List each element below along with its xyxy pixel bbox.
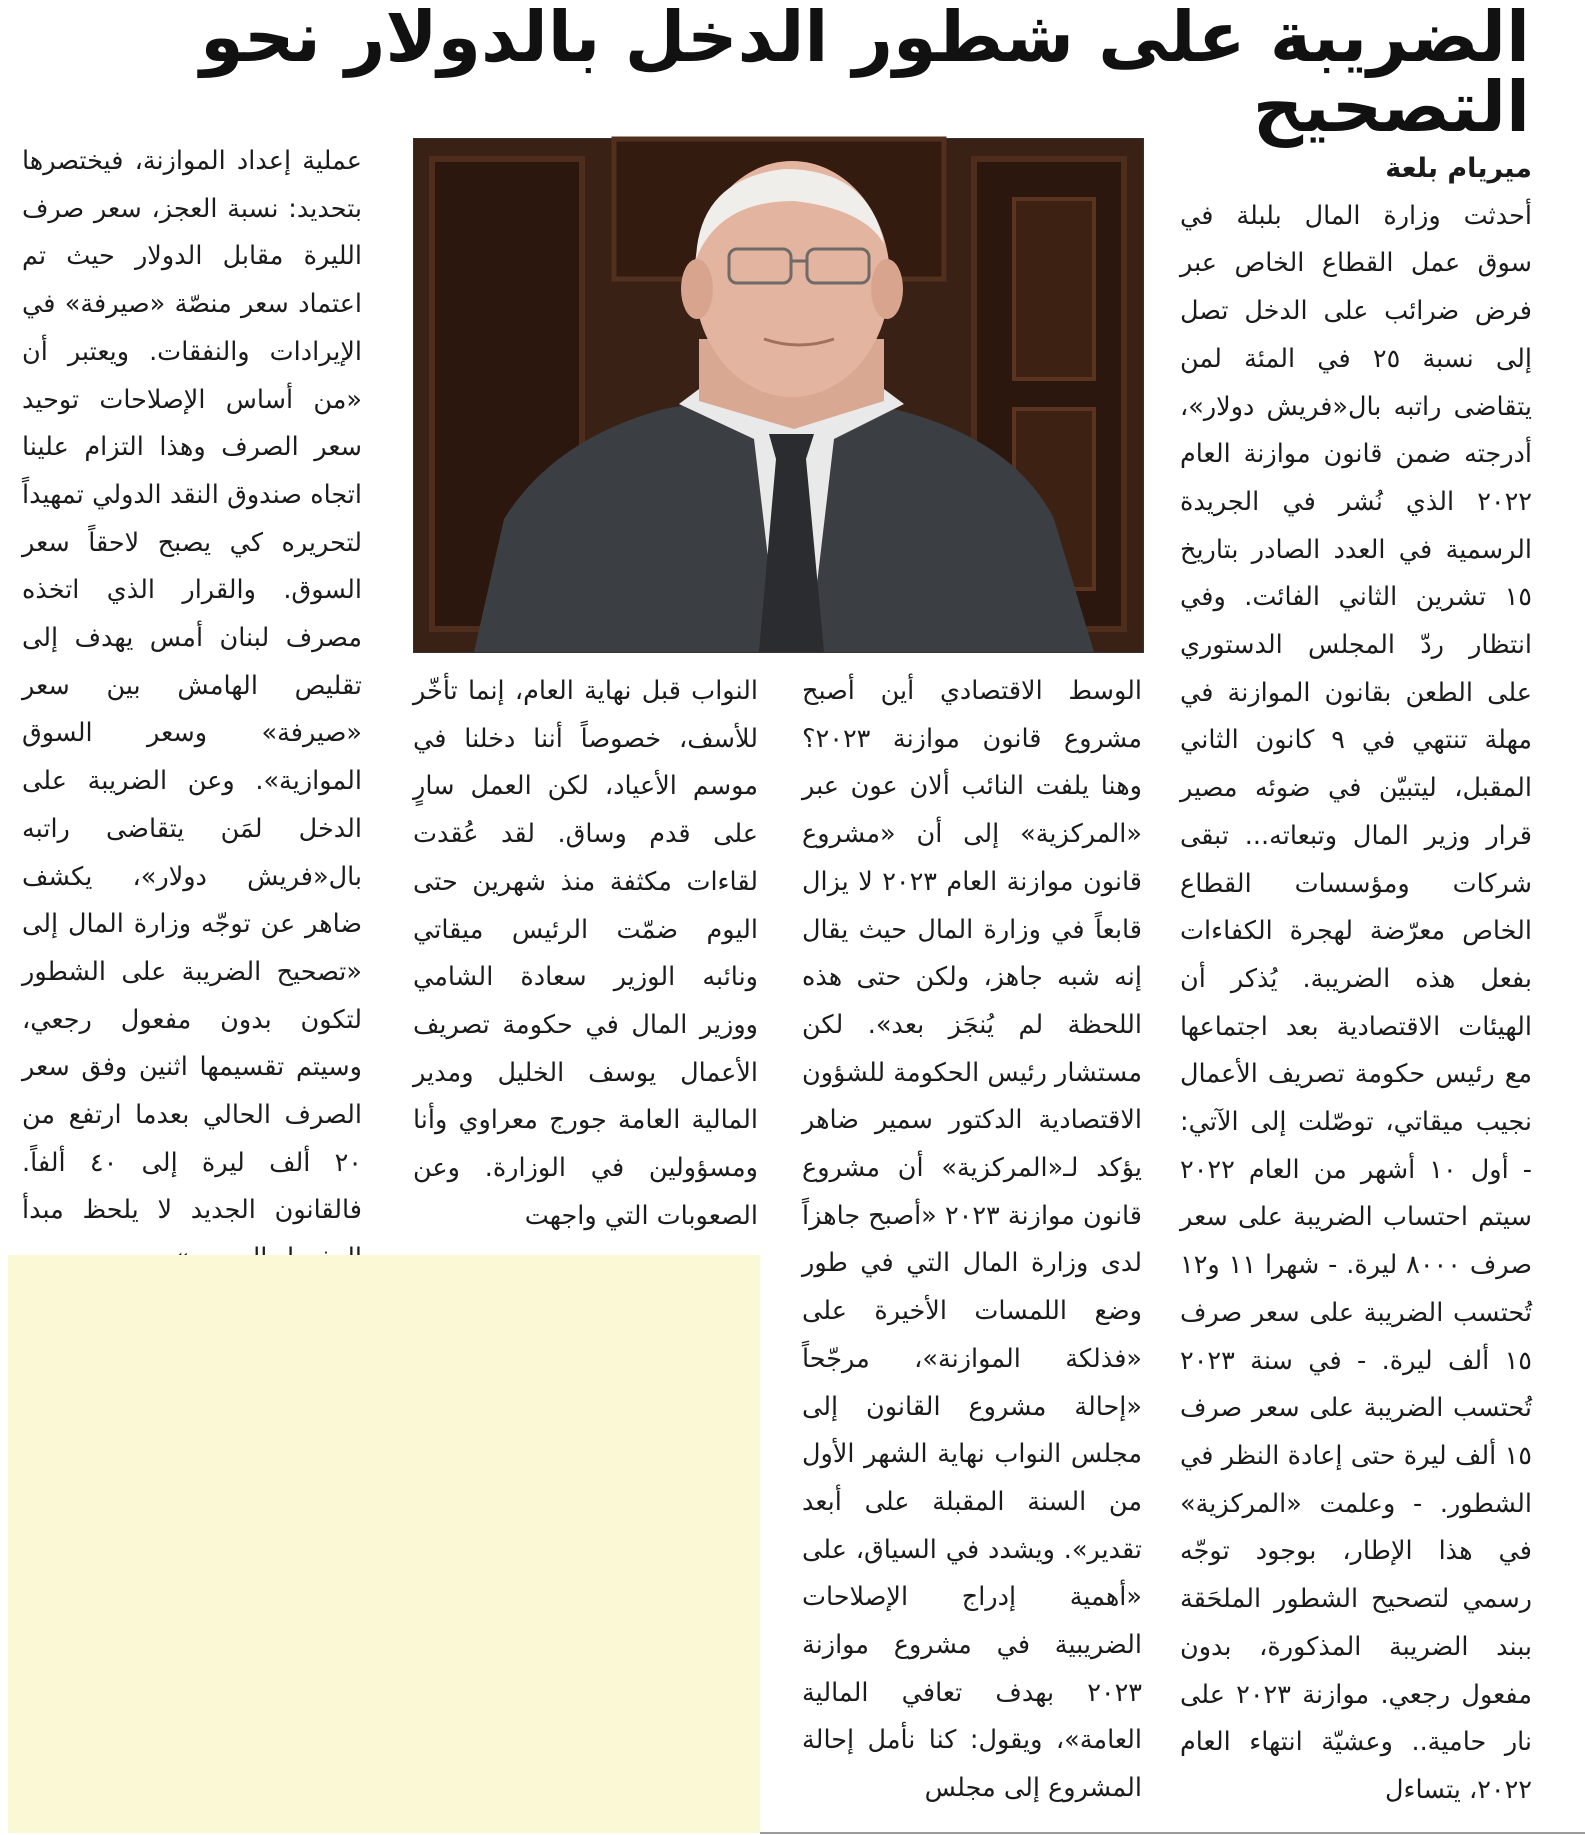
portrait-image	[414, 139, 1143, 652]
article-column-2	[802, 668, 1142, 1828]
article-headline: الضريبة على شطور الدخل بالدولار نحو التصحيح	[200, 0, 1530, 148]
article-column-4-text: عملية إعداد الموازنة، فيختصرها بتحديد: نسبة العجز، سعر صرف الليرة مقابل الدولار حيث تم اعتماد سعر منصّة «صيرفة» في الإيرادات والنفقات. ويعتبر أن «من أساس الإصلاحات توحيد سعر الصرف وهذا التزام علينا اتجاه صندوق النقد الدولي تمهيداً لتحريره كي يصبح لاحقاً سعر السوق. والقرار الذي اتخذه مصرف لبنان أمس يهدف إلى تقليص الهامش بين سعر «صيرفة» وسعر السوق الموازية». وعن الضريبة على الدخل لمَن يتقاضى راتبه بال«فريش دولار»، يكشف ضاهر عن توجّه وزارة المال إلى «تصحيح الضريبة على الشطور لتكون بدون مفعول رجعي، وسيتم تقسيمها اثنين وفق سعر الصرف الحالي بعدما ارتفع من ٢٠ ألف ليرة إلى ٤٠ ألفاً. فالقانون الجديد لا يلحظ مبدأ	[22, 146, 362, 1226]
article-column-1	[1180, 145, 1532, 1835]
article-byline: ميريام بلعة	[1385, 153, 1532, 184]
article-column-4	[22, 138, 362, 1238]
article-column-2-text: الوسط الاقتصادي أين أصبح مشروع قانون موازنة ٢٠٢٣؟ وهنا يلفت النائب ألان عون عبر «المركزية» إلى أن «مشروع قانون موازنة العام ٢٠٢٣ لا يزال قابعاً في وزارة المال حيث يقال إنه شبه جاهز، ولكن حتى هذه اللحظة لم يُنجَز بعد». لكن مستشار رئيس الحكومة للشؤون الاقتصادية الدكتور سمير ضاهر يؤكد لـ«المركزية» أن مشروع قانون موازنة ٢٠٢٣ «أصبح جاهزاً لدى وزارة المال التي في طور وضع اللمسات الأخيرة على «فذلكة الموازنة»، مرجّحاً «إحالة مشروع القانون إلى مجلس النواب نهاية الشهر الأول من السنة المقبلة على أبعد تقدير». ويشدد في السياق، على «أهمية إدراج الإصلاحات الضريبية في مشروع موازنة ٢٠٢٣ بهدف تعافي المالية العامة»، ويقول: كنا نأمل إحالة المشروع إلى مجلس	[802, 676, 1142, 1804]
article-photo	[413, 138, 1144, 653]
advertisement-placeholder	[8, 1255, 760, 1833]
article-column-3	[413, 668, 758, 1248]
article-column-1-text: أحدثت وزارة المال بلبلة في سوق عمل القطاع الخاص عبر فرض ضرائب على الدخل تصل إلى نسبة ٢٥ في المئة لمن يتقاضى راتبه بال«فريش دولار»، أدرجته ضمن قانون موازنة العام ٢٠٢٢ الذي نُشر في الجريدة الرسمية في العدد الصادر بتاريخ ١٥ تشرين الثاني الفائت. وفي انتظار ردّ المجلس الدستوري على الطعن بقانون الموازنة في مهلة تنتهي في ٩ كانون الثاني المقبل، ليتبيّن في ضوئه مصير قرار وزير المال وتبعاته... تبقى شركات ومؤسسات القطاع الخاص معرّضة لهجرة الكفاءات بفعل هذه الضريبة. يُذكر أن الهيئات الاقتصادية بعد اجتماعها مع رئيس حكومة تصريف الأعمال نجيب ميقاتي، توصّلت إلى الآتي: - أول ١٠ أشهر من العام ٢٠٢٢ سيتم احتساب الضريبة على سعر صرف ٨٠٠٠ ليرة. - شهرا ١١ و١٢ تُحتسب الضريبة على سعر صرف ١٥ ألف ليرة. - في سنة ٢٠٢٣ تُحتسب الضريبة على سعر صرف ١٥ ألف ليرة حتى إعادة النظر في الشطور. - وعلمت «المركزية» في هذا الإطار، بوجود توجّه رسمي لتصحيح الشطور الملحَقة ببند الضريبة المذكورة، بدون مفعول رجعي. موازنة ٢٠٢٣ على نار حامية.. وعشيّة انتهاء العام ٢٠٢٢، يتساءل	[1180, 200, 1533, 1805]
bottom-rule	[760, 1832, 1585, 1834]
article-column-3-text: النواب قبل نهاية العام، إنما تأخّر للأسف، خصوصاً أننا دخلنا في موسم الأعياد، لكن العمل سارٍ على قدم وساق. لقد عُقدت لقاءات مكثفة منذ شهرين حتى اليوم ضمّت الرئيس ميقاتي ونائبه الوزير سعادة الشامي ووزير المال في حكومة تصريف الأعمال يوسف الخليل ومدير المالية العامة جورج معراوي وأنا ومسؤولين في الوزارة. وعن الصعوبات التي واجهت	[413, 676, 758, 1231]
